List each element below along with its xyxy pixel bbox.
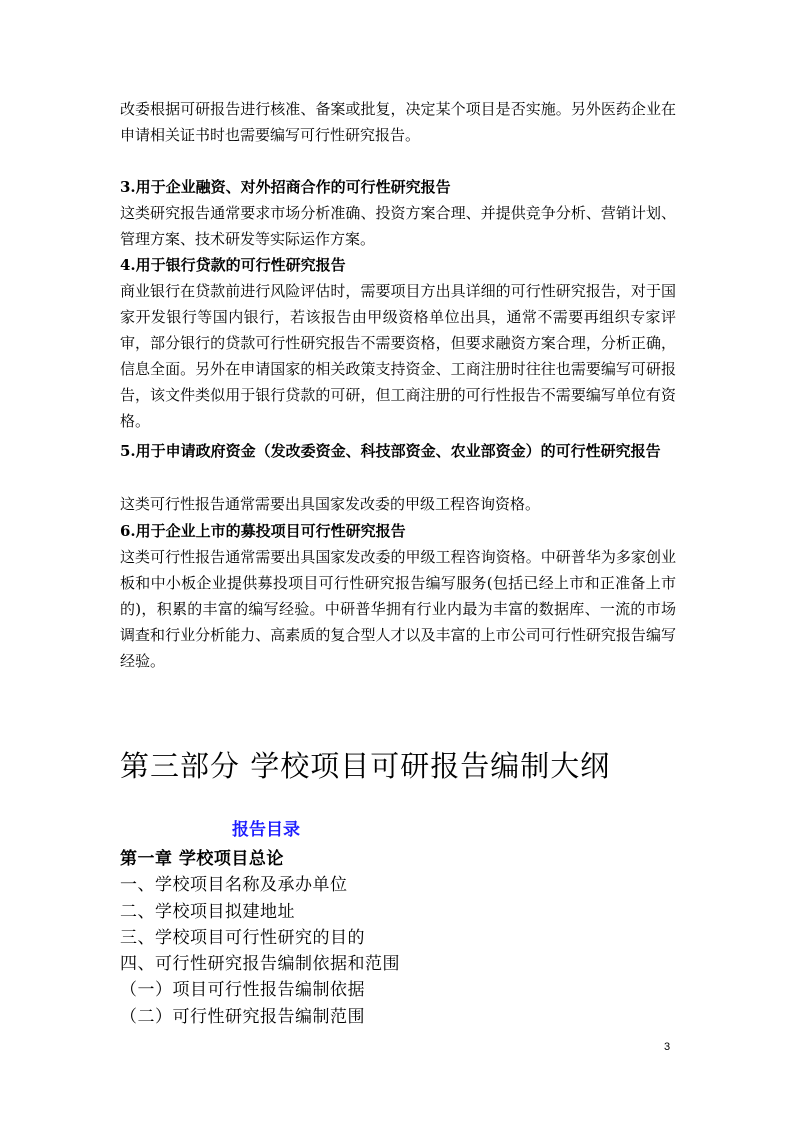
page-number: 3: [664, 1041, 671, 1053]
toc-item: 二、学校项目拟建地址: [120, 902, 295, 922]
heading-4: 4.用于银行贷款的可行性研究报告: [120, 256, 346, 274]
paragraph-4: 商业银行在贷款前进行风险评估时，需要项目方出具详细的可行性研究报告，对于国家开发银行等国内银行，若该报告由甲级资格单位出具，通常不需要再组织专家评审，部分银行的贷款可行性研究报告不需要资格，但要求融资方案合理，分析正确，信息全面。另外在申请国家的相关政策支持资金、工商注册时往往也需要编写可研报告，该文件类似用于银行贷款的可研，但工商注册的可行性报告不需要编写单位有资格。: [120, 282, 676, 430]
heading-5: 5.用于申请政府资金（发改委资金、科技部资金、农业部资金）的可行性研究报告: [120, 442, 661, 460]
paragraph-intro: 改委根据可研报告进行核准、备案或批复，决定某个项目是否实施。另外医药企业在申请相关证书时也需要编写可行性研究报告。: [120, 100, 676, 144]
toc-subitem: （二）可行性研究报告编制范围: [120, 1007, 365, 1027]
heading-3: 3.用于企业融资、对外招商合作的可行性研究报告: [120, 178, 451, 196]
part-title: 第三部分 学校项目可研报告编制大纲: [120, 749, 611, 783]
toc-item: 四、可行性研究报告编制依据和范围: [120, 954, 400, 974]
toc-item: 三、学校项目可行性研究的目的: [120, 928, 365, 948]
toc-item: 一、学校项目名称及承办单位: [120, 875, 348, 895]
paragraph-6: 这类可行性报告通常需要出具国家发改委的甲级工程咨询资格。中研普华为多家创业板和中小板企业提供募投项目可行性研究报告编写服务(包括已经上市和正准备上市的)，积累的丰富的编写经验。中研普华拥有行业内最为丰富的数据库、一流的市场调查和行业分析能力、高素质的复合型人才以及丰富的上市公司可行性研究报告编写经验。: [120, 548, 676, 670]
paragraph-5: 这类可行性报告通常需要出具国家发改委的甲级工程咨询资格。: [120, 495, 541, 513]
toc-subitem: （一）项目可行性报告编制依据: [120, 980, 365, 1000]
toc-chapter-1: 第一章 学校项目总论: [120, 849, 284, 869]
paragraph-3: 这类研究报告通常要求市场分析准确、投资方案合理、并提供竞争分析、营销计划、管理方案、技术研发等实际运作方案。: [120, 204, 676, 248]
toc-title: 报告目录: [232, 820, 300, 840]
heading-6: 6.用于企业上市的募投项目可行性研究报告: [120, 522, 406, 540]
